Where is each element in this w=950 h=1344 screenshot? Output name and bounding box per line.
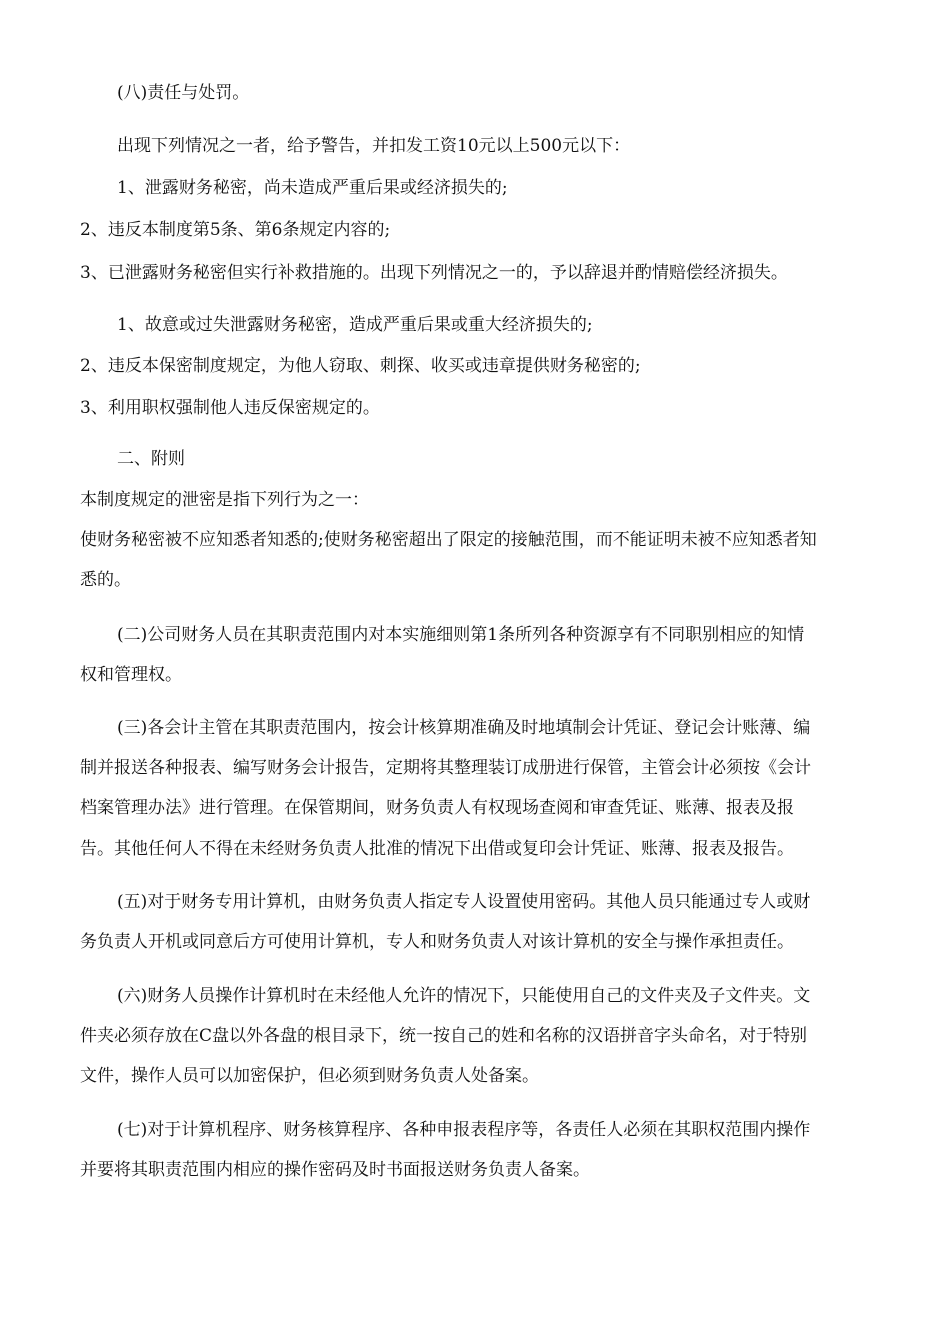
paragraph-line: (七)对于计算机程序、财务核算程序、各种申报表程序等，各责任人必须在其职权范围内操作: [117, 1120, 811, 1140]
paragraph-line: 件夹必须存放在C盘以外各盘的根目录下，统一按自己的姓和名称的汉语拼音字头命名，对于特别: [80, 1026, 808, 1046]
section-heading-appendix: 二、附则: [117, 449, 185, 469]
paragraph-line: 权和管理权。: [80, 665, 182, 685]
paragraph-line: 出现下列情况之一者，给予警告，并扣发工资10元以上500元以下：: [117, 136, 631, 156]
list-item: 2、违反本制度第5条、第6条规定内容的;: [80, 220, 391, 240]
paragraph-line: 使财务秘密被不应知悉者知悉的;使财务秘密超出了限定的接触范围，而不能证明未被不应知悉者知: [80, 530, 817, 550]
paragraph-line: 制并报送各种报表、编写财务会计报告，定期将其整理装订成册进行保管，主管会计必须按《会计: [80, 758, 811, 778]
section-heading-responsibility: (八)责任与处罚。: [117, 83, 250, 103]
paragraph-line: 务负责人开机或同意后方可使用计算机，专人和财务负责人对该计算机的安全与操作承担责任。: [80, 932, 794, 952]
paragraph-line: 悉的。: [80, 570, 131, 590]
paragraph-line: 本制度规定的泄密是指下列行为之一：: [80, 490, 369, 510]
list-item: 3、利用职权强制他人违反保密规定的。: [80, 398, 380, 418]
paragraph-line: 告。其他任何人不得在未经财务负责人批准的情况下出借或复印会计凭证、账薄、报表及报告。: [80, 839, 794, 859]
paragraph-line: (六)财务人员操作计算机时在未经他人允许的情况下，只能使用自己的文件夹及子文件夹。文: [117, 986, 811, 1006]
list-item: 3、已泄露财务秘密但实行补救措施的。出现下列情况之一的，予以辞退并酌情赔偿经济损失。: [80, 263, 788, 283]
list-item: 1、泄露财务秘密，尚未造成严重后果或经济损失的;: [117, 178, 508, 198]
paragraph-line: 档案管理办法》进行管理。在保管期间，财务负责人有权现场查阅和审查凭证、账薄、报表及报: [80, 798, 794, 818]
paragraph-line: 并要将其职责范围内相应的操作密码及时书面报送财务负责人备案。: [80, 1160, 590, 1180]
paragraph-line: (三)各会计主管在其职责范围内，按会计核算期准确及时地填制会计凭证、登记会计账薄、编: [117, 718, 811, 738]
list-item: 2、违反本保密制度规定，为他人窃取、刺探、收买或违章提供财务秘密的;: [80, 356, 641, 376]
paragraph-line: (五)对于财务专用计算机，由财务负责人指定专人设置使用密码。其他人员只能通过专人或财: [117, 892, 811, 912]
paragraph-line: (二)公司财务人员在其职责范围内对本实施细则第1条所列各种资源享有不同职别相应的知情: [117, 625, 805, 645]
list-item: 1、故意或过失泄露财务秘密，造成严重后果或重大经济损失的;: [117, 315, 593, 335]
paragraph-line: 文件，操作人员可以加密保护，但必须到财务负责人处备案。: [80, 1066, 539, 1086]
